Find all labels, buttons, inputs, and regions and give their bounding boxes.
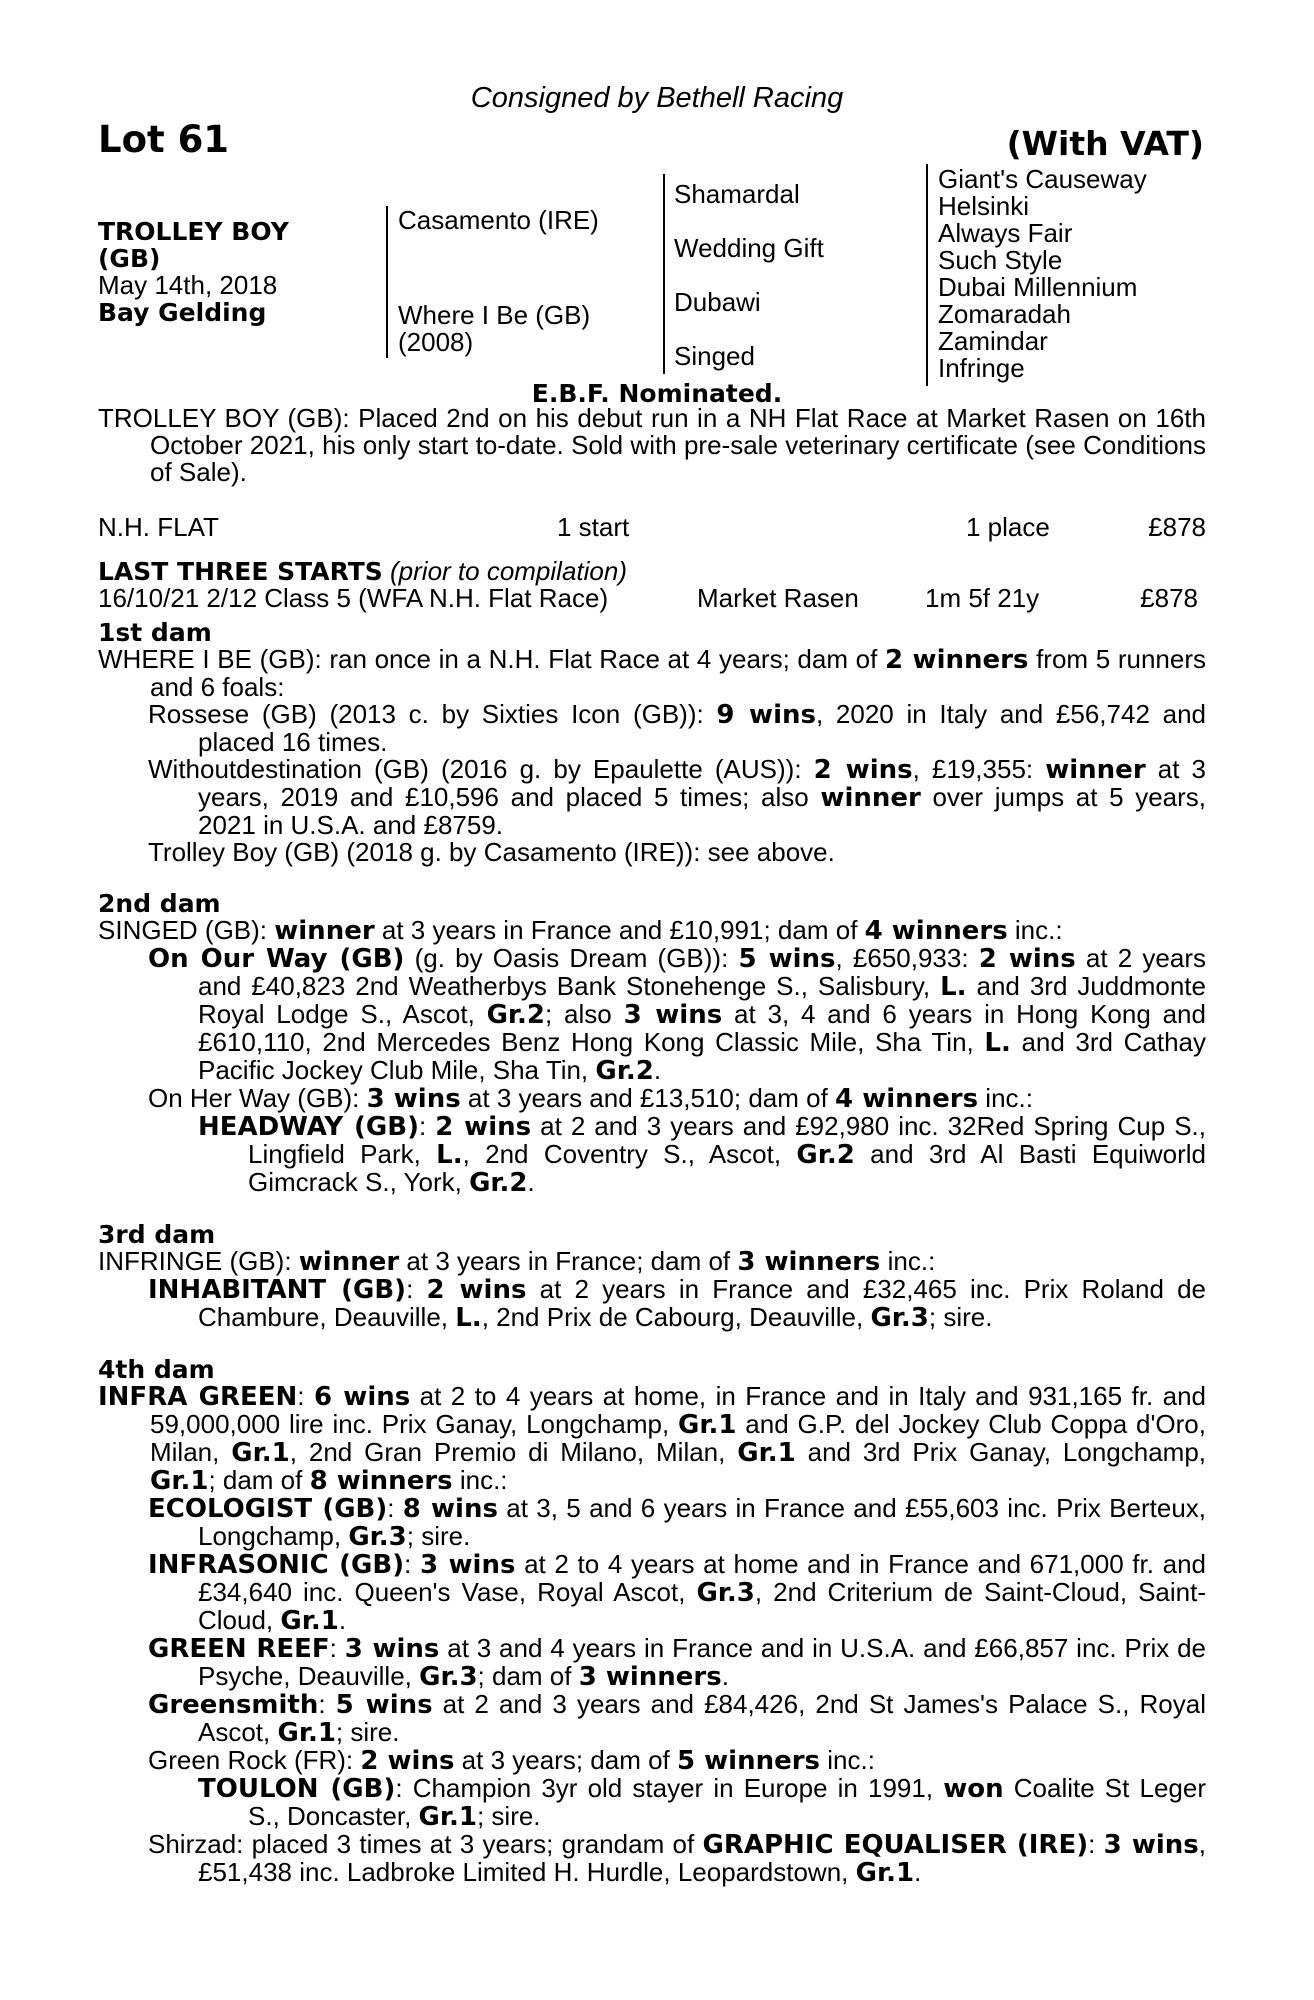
- fourth-dam-progeny-3: GREEN REEF: 3 wins at 3 and 4 years in France and in U.S.A. and £66,857 inc. Prix de Psyche, Deauville, Gr.3; dam of 3 winners.: [148, 1633, 1207, 1692]
- last-three-heading: [98, 558, 1206, 585]
- first-dam-heading: 1st dam: [98, 618, 212, 647]
- race-distance: 1m 5f 21y: [925, 583, 1040, 613]
- pedigree-bracket-1: [386, 206, 388, 358]
- record-label: N.H. FLAT: [98, 512, 219, 542]
- pedigree-dam: [398, 302, 590, 356]
- horse-sex: Bay Gelding: [98, 298, 267, 327]
- horse-details: [98, 218, 289, 326]
- fourth-dam-progeny-1: ECOLOGIST (GB): 8 wins at 3, 5 and 6 years in France and £55,603 inc. Prix Berteux, Longchamp, Gr.3; sire.: [148, 1493, 1206, 1552]
- fourth-dam-progeny-2: INFRASONIC (GB): 3 wins at 2 to 4 years at home and in France and 671,000 fr. and £34,640 inc. Queen's Vase, Royal Ascot, Gr.3, 2nd Criterium de Saint-Cloud, Saint-Cloud, Gr.1.: [148, 1549, 1206, 1636]
- race-prize: £878: [1140, 583, 1198, 613]
- third-dam-progeny-1: INHABITANT (GB): 2 wins at 2 years in France and £32,465 inc. Prix Roland de Chambure, Deauville, L., 2nd Prix de Cabourg, Deauville, Gr.3; sire.: [148, 1274, 1207, 1333]
- first-dam-paragraph: WHERE I BE (GB): ran once in a N.H. Flat Race at 4 years; dam of 2 winners from 5 runners and 6 foals:: [98, 644, 1206, 702]
- pedigree-gen2-3: Dubawi: [674, 287, 761, 317]
- race-course: Market Rasen: [697, 583, 859, 613]
- consignor-line: Consigned by Bethell Racing: [470, 82, 844, 114]
- record-starts: 1 start: [557, 512, 630, 542]
- race-description: 16/10/21 2/12 Class 5 (WFA N.H. Flat Race): [98, 583, 609, 613]
- pedigree-gen3-4: Such Style: [938, 245, 1063, 275]
- third-dam-heading: 3rd dam: [98, 1220, 216, 1249]
- last-three-row: [98, 585, 1206, 615]
- horse-name-line2: (GB): [98, 244, 161, 273]
- second-dam-grand-progeny-1: HEADWAY (GB): 2 wins at 2 and 3 years and £92,980 inc. 32Red Spring Cup S., Lingfield Park, L., 2nd Coventry S., Ascot, Gr.2 and 3rd Al Basti Equiworld Gimcrack S., York, Gr.2.: [198, 1111, 1207, 1198]
- pedigree-gen3-1: Giant's Causeway: [938, 164, 1147, 194]
- fourth-dam-progeny-6: Shirzad: placed 3 times at 3 years; grandam of GRAPHIC EQUALISER (IRE): 3 wins, £51,438 inc. Ladbroke Limited H. Hurdle, Leopardstown, Gr.1.: [148, 1829, 1206, 1888]
- lot-number: Lot 61: [98, 118, 230, 161]
- ebf-nominated: E.B.F. Nominated.: [531, 379, 783, 408]
- vat-label: (With VAT): [1006, 124, 1204, 163]
- last-three-title: LAST THREE STARTS: [98, 557, 383, 586]
- pedigree-gen3-8: Infringe: [938, 353, 1025, 383]
- first-dam-progeny-3: Trolley Boy (GB) (2018 g. by Casamento (IRE)): see above.: [148, 837, 835, 867]
- pedigree-bracket-3: [926, 164, 928, 386]
- pedigree-gen2-4: Singed: [674, 341, 755, 371]
- horse-name-line1: TROLLEY BOY: [98, 217, 289, 246]
- intro-paragraph: TROLLEY BOY (GB): Placed 2nd on his debut run in a NH Flat Race at Market Rasen on 16th October 2021, his only start to-date. Sold with pre-sale veterinary certificate (see Conditions of Sale).: [98, 403, 1206, 487]
- pedigree-gen3-2: Helsinki: [938, 191, 1030, 221]
- foaling-date: May 14th, 2018: [98, 270, 278, 300]
- fourth-dam-progeny-4: Greensmith: 5 wins at 2 and 3 years and £84,426, 2nd St James's Palace S., Royal Ascot, Gr.1; sire.: [148, 1689, 1207, 1748]
- pedigree-gen3-7: Zamindar: [938, 326, 1048, 356]
- pedigree-gen2-2: Wedding Gift: [674, 233, 824, 263]
- record-places: 1 place: [966, 512, 1050, 542]
- pedigree-dam-name: Where I Be (GB): [398, 300, 591, 330]
- race-record-row: [98, 514, 1206, 544]
- second-dam-progeny-1: On Our Way (GB) (g. by Oasis Dream (GB)): 5 wins, £650,933: 2 wins at 2 years and £40,823 2nd Weatherbys Bank Stonehenge S., Salisbury, L. and 3rd Juddmonte Royal Lodge S., Ascot, Gr.2; also 3 wins at 3, 4 and 6 years in Hong Kong and £610,110, 2nd Mercedes Benz Hong Kong Classic Mile, Sha Tin, L. and 3rd Cathay Pacific Jockey Club Mile, Sha Tin, Gr.2.: [148, 943, 1206, 1086]
- pedigree-bracket-2: [663, 174, 665, 374]
- pedigree-gen3-6: Zomaradah: [938, 299, 1071, 329]
- fourth-dam-grand-progeny-1: TOULON (GB): Champion 3yr old stayer in Europe in 1991, won Coalite St Leger S., Doncaster, Gr.1; sire.: [198, 1773, 1207, 1832]
- fourth-dam-paragraph: INFRA GREEN: 6 wins at 2 to 4 years at home, in France and in Italy and 931,165 fr. and 59,000,000 lire inc. Prix Ganay, Longchamp, Gr.1 and G.P. del Jockey Club Coppa d'Oro, Milan, Gr.1, 2nd Gran Premio di Milano, Milan, Gr.1 and 3rd Prix Ganay, Longchamp, Gr.1; dam of 8 winners inc.:: [98, 1381, 1207, 1496]
- fourth-dam-heading: 4th dam: [98, 1355, 215, 1384]
- record-earnings: £878: [1148, 512, 1206, 542]
- second-dam-heading: 2nd dam: [98, 889, 221, 918]
- pedigree-gen3-3: Always Fair: [938, 218, 1073, 248]
- pedigree-gen3: [938, 166, 1147, 382]
- second-dam-progeny-2: On Her Way (GB): 3 wins at 3 years and £13,510; dam of 4 winners inc.:: [148, 1083, 1033, 1114]
- catalogue-body: [98, 405, 1206, 1887]
- pedigree-sire: Casamento (IRE): [398, 205, 599, 235]
- fourth-dam-progeny-5: Green Rock (FR): 2 wins at 3 years; dam of 5 winners inc.:: [148, 1745, 875, 1776]
- pedigree-gen2-1: Shamardal: [674, 179, 800, 209]
- pedigree-dam-year: (2008): [398, 327, 474, 357]
- first-dam-progeny-1: Rossese (GB) (2013 c. by Sixties Icon (GB)): 9 wins, 2020 in Italy and £56,742 and placed 16 times.: [148, 699, 1206, 757]
- pedigree-gen3-5: Dubai Millennium: [938, 272, 1138, 302]
- last-three-subtitle: (prior to compilation): [390, 556, 627, 586]
- third-dam-paragraph: INFRINGE (GB): winner at 3 years in France; dam of 3 winners inc.:: [98, 1246, 936, 1277]
- first-dam-progeny-2: Withoutdestination (GB) (2016 g. by Epaulette (AUS)): 2 wins, £19,355: winner at 3 years, 2019 and £10,596 and placed 5 times; also winner over jumps at 5 years, 2021 in U.S.A. and £8759.: [148, 754, 1207, 840]
- second-dam-paragraph: SINGED (GB): winner at 3 years in France and £10,991; dam of 4 winners inc.:: [98, 915, 1063, 946]
